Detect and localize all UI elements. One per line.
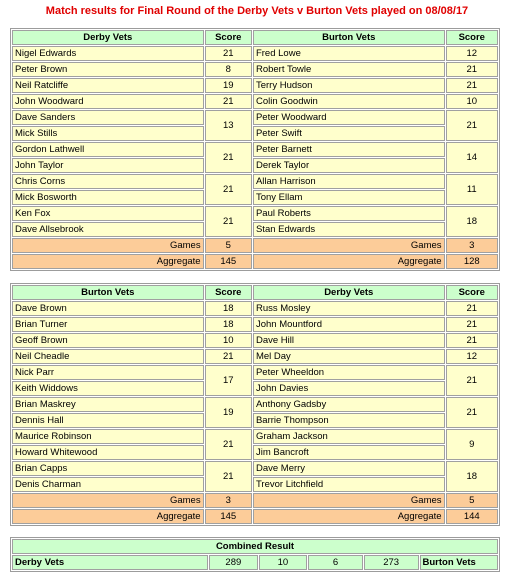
home-score-header: Score [205,285,252,300]
away-games: 5 [446,493,498,508]
away-player: Graham Jackson [253,429,445,444]
away-player: Barrie Thompson [253,413,445,428]
home-player: Gordon Lathwell [12,142,204,157]
away-player: Paul Roberts [253,206,445,221]
away-player: John Davies [253,381,445,396]
home-score: 21 [205,349,252,364]
away-player: Colin Goodwin [253,94,445,109]
combined-header-row [12,539,498,554]
pairs-row [12,445,498,460]
home-score: 13 [205,110,252,141]
aggregate-row [12,254,498,269]
games-label: Games [12,238,204,253]
singles-row [12,78,498,93]
pairs-row [12,174,498,189]
away-score: 21 [446,365,498,396]
away-team-header: Burton Vets [253,30,445,45]
away-player: Tony Ellam [253,190,445,205]
home-player: Geoff Brown [12,333,204,348]
away-player: Anthony Gadsby [253,397,445,412]
combined-result-table [10,537,500,572]
away-score-header: Score [446,30,498,45]
home-player: Mick Bosworth [12,190,204,205]
away-player: Peter Barnett [253,142,445,157]
home-score: 10 [205,333,252,348]
away-score: 18 [446,461,498,492]
away-score: 18 [446,206,498,237]
combined-team1-aggregate: 289 [209,555,258,570]
pairs-row [12,413,498,428]
away-team-header: Derby Vets [253,285,445,300]
home-score: 21 [205,174,252,205]
away-score: 9 [446,429,498,460]
home-player: Dave Allsebrook [12,222,204,237]
home-player: John Taylor [12,158,204,173]
away-aggregate: 128 [446,254,498,269]
singles-row [12,333,498,348]
away-score: 21 [446,397,498,428]
away-player: John Mountford [253,317,445,332]
home-player: John Woodward [12,94,204,109]
home-player: Keith Widdows [12,381,204,396]
away-player: Stan Edwards [253,222,445,237]
first-leg-results-table [10,28,500,271]
away-score: 21 [446,333,498,348]
home-score: 18 [205,317,252,332]
home-player: Peter Brown [12,62,204,77]
home-score: 17 [205,365,252,396]
away-player: Robert Towle [253,62,445,77]
away-player: Peter Swift [253,126,445,141]
pairs-row [12,206,498,221]
pairs-row [12,429,498,444]
home-player: Dave Sanders [12,110,204,125]
pairs-row [12,477,498,492]
away-player: Allan Harrison [253,174,445,189]
second-leg-results-table [10,283,500,526]
pairs-row [12,142,498,157]
home-aggregate: 145 [205,254,252,269]
page-title: Match results for Final Round of the Derby Vets v Burton Vets played on 08/08/17 [45,5,469,17]
combined-team2-games: 6 [308,555,363,570]
aggregate-label: Aggregate [12,254,204,269]
games-row [12,238,498,253]
away-score: 10 [446,94,498,109]
away-player: Mel Day [253,349,445,364]
combined-result-row [12,555,498,570]
pairs-row [12,158,498,173]
singles-row [12,62,498,77]
away-score: 14 [446,142,498,173]
home-player: Mick Stills [12,126,204,141]
away-player: Fred Lowe [253,46,445,61]
home-player: Brian Turner [12,317,204,332]
pairs-row [12,222,498,237]
combined-team2-name: Burton Vets [420,555,498,570]
away-score: 21 [446,78,498,93]
pairs-row [12,110,498,125]
pairs-row [12,461,498,476]
home-score: 21 [205,46,252,61]
home-player: Neil Cheadle [12,349,204,364]
aggregate-row [12,509,498,524]
games-label: Games [253,493,445,508]
home-games: 3 [205,493,252,508]
away-player: Russ Mosley [253,301,445,316]
aggregate-label: Aggregate [253,254,445,269]
home-player: Dave Brown [12,301,204,316]
home-score: 8 [205,62,252,77]
home-player: Dennis Hall [12,413,204,428]
away-score: 12 [446,349,498,364]
singles-row [12,94,498,109]
home-aggregate: 145 [205,509,252,524]
away-score: 21 [446,317,498,332]
away-score: 11 [446,174,498,205]
home-score: 21 [205,206,252,237]
home-score: 19 [205,78,252,93]
aggregate-label: Aggregate [12,509,204,524]
games-row [12,493,498,508]
pairs-row [12,365,498,380]
home-player: Denis Charman [12,477,204,492]
combined-team1-name: Derby Vets [12,555,208,570]
combined-team2-aggregate: 273 [364,555,419,570]
table-header-row [12,30,498,45]
home-player: Nick Parr [12,365,204,380]
home-score: 21 [205,429,252,460]
home-team-header: Derby Vets [12,30,204,45]
home-score: 18 [205,301,252,316]
singles-row [12,317,498,332]
combined-team1-games: 10 [259,555,308,570]
away-player: Trevor Litchfield [253,477,445,492]
combined-result-header: Combined Result [12,539,498,554]
away-score: 21 [446,62,498,77]
singles-row [12,46,498,61]
pairs-row [12,397,498,412]
away-aggregate: 144 [446,509,498,524]
pairs-row [12,126,498,141]
away-score: 21 [446,301,498,316]
pairs-row [12,381,498,396]
away-player: Terry Hudson [253,78,445,93]
home-score: 21 [205,142,252,173]
home-player: Nigel Edwards [12,46,204,61]
aggregate-label: Aggregate [253,509,445,524]
home-player: Howard Whitewood [12,445,204,460]
away-games: 3 [446,238,498,253]
table-header-row [12,285,498,300]
away-player: Peter Wheeldon [253,365,445,380]
away-player: Derek Taylor [253,158,445,173]
games-label: Games [253,238,445,253]
home-score-header: Score [205,30,252,45]
away-player: Dave Merry [253,461,445,476]
games-label: Games [12,493,204,508]
away-score: 12 [446,46,498,61]
away-player: Dave Hill [253,333,445,348]
away-player: Jim Bancroft [253,445,445,460]
home-player: Chris Corns [12,174,204,189]
home-score: 19 [205,397,252,428]
home-games: 5 [205,238,252,253]
home-player: Brian Capps [12,461,204,476]
home-player: Maurice Robinson [12,429,204,444]
away-player: Peter Woodward [253,110,445,125]
away-score-header: Score [446,285,498,300]
home-team-header: Burton Vets [12,285,204,300]
home-player: Neil Ratcliffe [12,78,204,93]
singles-row [12,349,498,364]
away-score: 21 [446,110,498,141]
home-score: 21 [205,94,252,109]
pairs-row [12,190,498,205]
home-score: 21 [205,461,252,492]
home-player: Brian Maskrey [12,397,204,412]
singles-row [12,301,498,316]
home-player: Ken Fox [12,206,204,221]
